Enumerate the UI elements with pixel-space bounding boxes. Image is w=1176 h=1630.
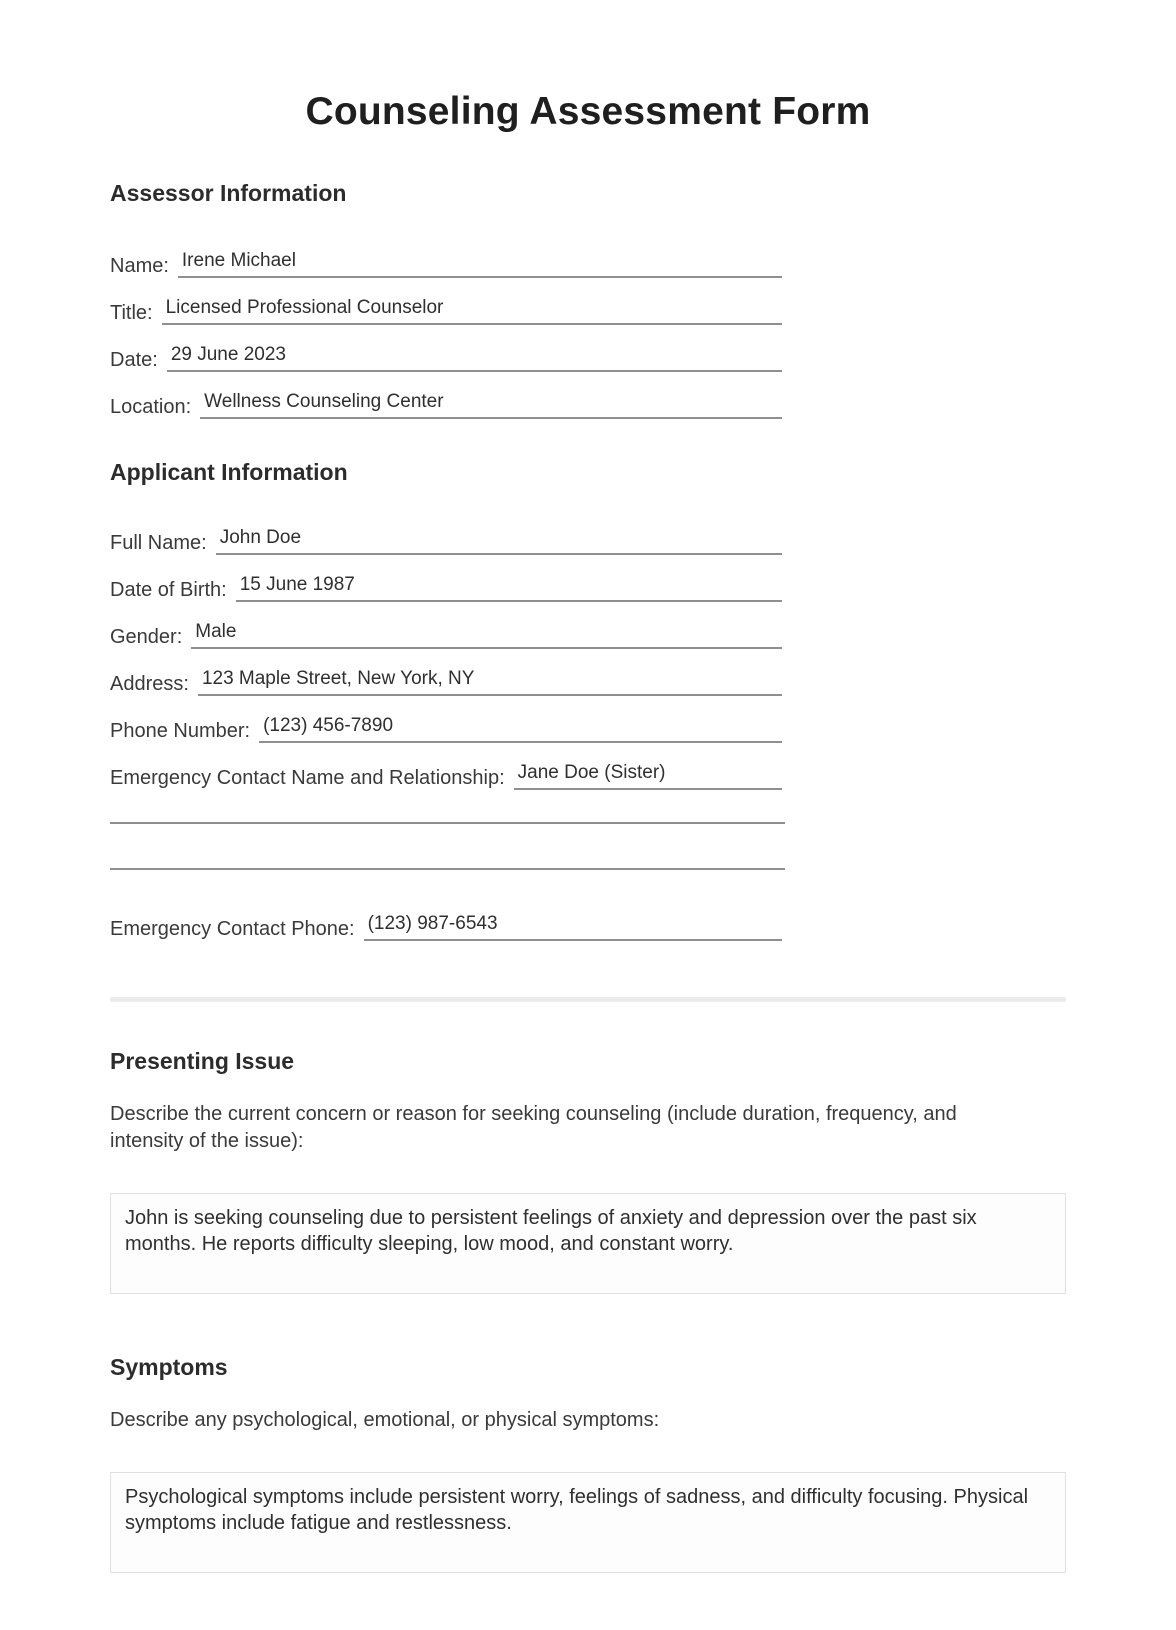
applicant-address-row [110,669,782,696]
symptoms-prompt: Describe any psychological, emotional, or physical symptoms: [110,1409,660,1431]
assessor-title-label: Title: [110,302,153,324]
assessor-name-row [110,251,782,278]
assessor-date-field[interactable]: 29 June 2023 [167,345,782,372]
document-title: Counseling Assessment Form [305,90,871,133]
symptoms-heading: Symptoms [110,1354,228,1380]
applicant-fullname-field[interactable]: John Doe [216,528,782,555]
assessor-location-label: Location: [110,396,192,418]
applicant-dob-row [110,575,782,602]
emergency-contact-label: Emergency Contact Name and Relationship: [110,767,505,789]
applicant-gender-row [110,622,782,649]
emergency-contact-continuation-line[interactable] [110,868,785,870]
presenting-issue-heading: Presenting Issue [110,1048,295,1074]
applicant-gender-label: Gender: [110,626,183,648]
assessor-title-field[interactable]: Licensed Professional Counselor [162,298,782,325]
assessor-location-row [110,392,782,419]
assessor-date-label: Date: [110,349,158,371]
assessor-section-heading: Assessor Information [110,180,347,206]
section-divider [110,997,1066,1002]
assessor-title-row [110,298,782,325]
applicant-fullname-row [110,528,782,555]
presenting-issue-response-box[interactable]: John is seeking counseling due to persistent feelings of anxiety and depression over the past six months. He reports difficulty sleeping, low mood, and constant worry. [110,1193,1066,1294]
symptoms-response-box[interactable]: Psychological symptoms include persistent worry, feelings of sadness, and difficulty focusing. Physical symptoms include fatigue and restlessness. [110,1472,1066,1573]
applicant-dob-field[interactable]: 15 June 1987 [236,575,782,602]
applicant-fullname-label: Full Name: [110,532,207,554]
applicant-gender-field[interactable]: Male [191,622,782,649]
applicant-dob-label: Date of Birth: [110,579,227,601]
assessor-location-field[interactable]: Wellness Counseling Center [200,392,782,419]
emergency-phone-row [110,914,782,941]
applicant-phone-label: Phone Number: [110,720,251,742]
emergency-contact-row [110,763,782,790]
assessor-name-field[interactable]: Irene Michael [178,251,782,278]
assessor-date-row [110,345,782,372]
assessor-name-label: Name: [110,255,169,277]
applicant-section-heading: Applicant Information [110,459,348,485]
emergency-phone-field[interactable]: (123) 987-6543 [364,914,782,941]
emergency-contact-field[interactable]: Jane Doe (Sister) [514,763,782,790]
presenting-issue-prompt: Describe the current concern or reason for seeking counseling (include duration, frequency, and intensity of the issue): [110,1103,957,1152]
applicant-phone-field[interactable]: (123) 456-7890 [259,716,782,743]
applicant-phone-row [110,716,782,743]
emergency-contact-continuation-line[interactable] [110,822,785,824]
emergency-phone-label: Emergency Contact Phone: [110,918,355,940]
applicant-address-label: Address: [110,673,189,695]
applicant-address-field[interactable]: 123 Maple Street, New York, NY [198,669,782,696]
